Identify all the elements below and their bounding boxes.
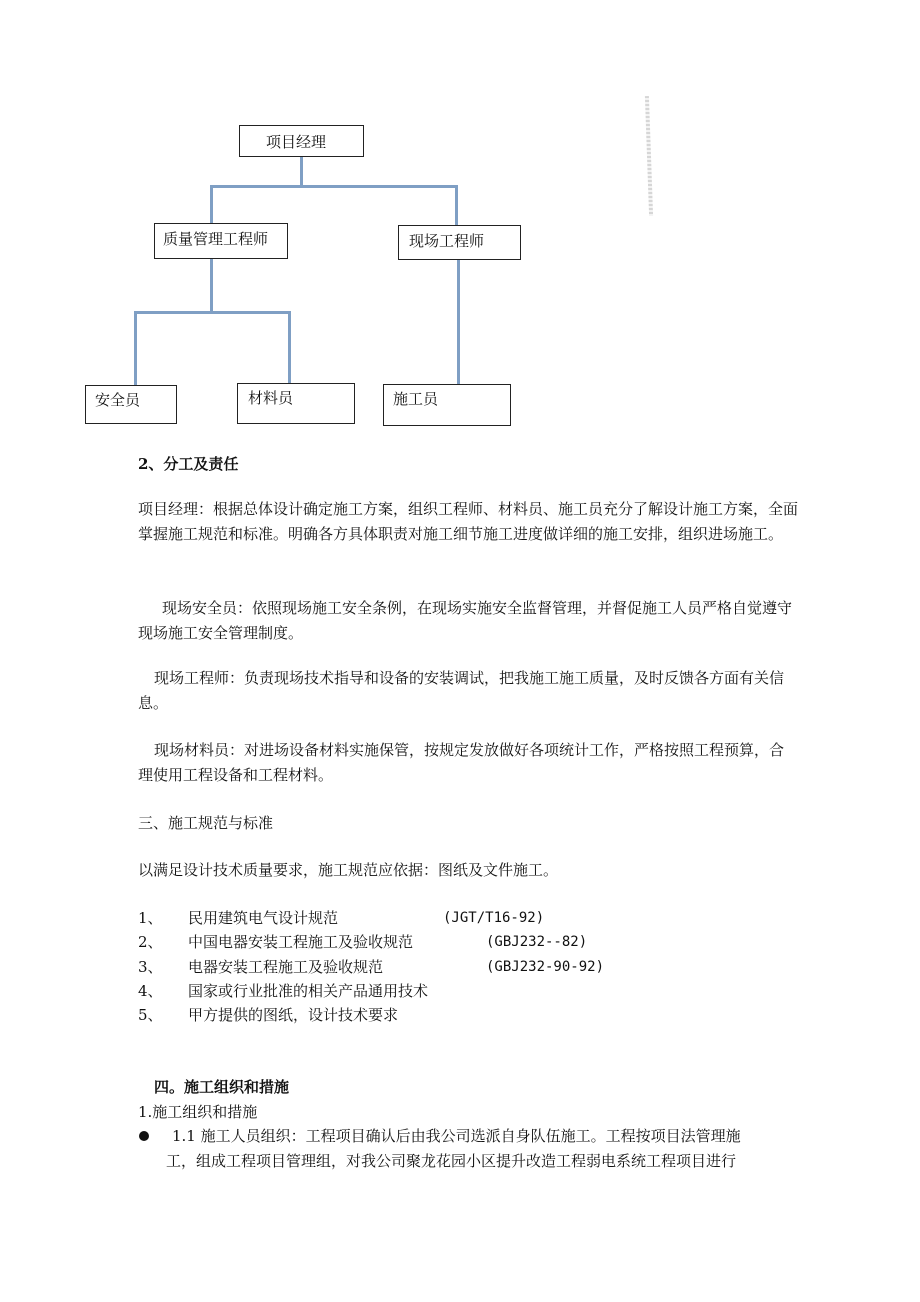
connector-to-quality (210, 185, 213, 225)
list-item-number: 5、 (138, 1006, 163, 1024)
connector-to-safety (134, 311, 137, 387)
org-box-manager (239, 125, 364, 157)
list-item-number: 1、 (138, 909, 163, 927)
connector-bottom-horizontal (134, 311, 291, 314)
connector-to-materials (288, 311, 291, 383)
org-box-construction-worker (383, 384, 511, 426)
section2-paragraph-manager: 项目经理：根据总体设计确定施工方案，组织工程师、材料员、施工员充分了解设计施工方案，全面掌握施工规范和标准。明确各方具体职责对施工细节施工进度做详细的施工安排，组织进场施工。 (138, 500, 799, 543)
list-item-code: (GBJ232-90-92) (486, 959, 605, 975)
org-label-manager: 项目经理 (266, 133, 327, 151)
org-box-safety-officer (85, 385, 177, 424)
list-item-text: 电器安装工程施工及验收规范 (188, 958, 384, 976)
bullet-icon (139, 1131, 149, 1141)
connector-top-horizontal (210, 185, 458, 188)
list-item-text: 甲方提供的图纸，设计技术要求 (188, 1006, 399, 1024)
org-label-materials-officer: 材料员 (248, 389, 294, 407)
section3-intro: 以满足设计技术质量要求，施工规范应依据：图纸及文件施工。 (138, 861, 559, 879)
org-label-safety-officer: 安全员 (95, 391, 141, 409)
section2-paragraph-site-engineer: 现场工程师：负责现场技术指导和设备的安装调试，把我施工施工质量，及时反馈各方面有关信息。 (138, 669, 785, 712)
section2-paragraph-safety: 现场安全员：依照现场施工安全条例，在现场实施安全监督管理，并督促施工人员严格自觉遵守现场施工安全管理制度。 (138, 599, 793, 642)
org-box-quality-engineer (154, 223, 288, 259)
org-label-site-engineer: 现场工程师 (409, 232, 485, 250)
org-box-site-engineer (398, 225, 521, 260)
list-item-number: 4、 (138, 982, 163, 1000)
section4-subheading: 1.施工组织和措施 (138, 1103, 258, 1121)
section4-bullet-line2: 工，组成工程项目管理组，对我公司聚龙花园小区提升改造工程弱电系统工程项目进行 (166, 1152, 737, 1170)
org-label-quality-engineer: 质量管理工程师 (163, 230, 269, 248)
list-item-code: (GBJ232--82) (486, 934, 588, 950)
list-item-number: 2、 (138, 933, 163, 951)
org-box-materials-officer (237, 383, 355, 424)
list-item-text: 中国电器安装工程施工及验收规范 (188, 933, 414, 951)
section4-bullet-line1: 1.1 施工人员组织：工程项目确认后由我公司选派自身队伍施工。工程按项目法管理施 (172, 1127, 741, 1145)
section2-paragraph-materials: 现场材料员：对进场设备材料实施保管，按规定发放做好各项统计工作，严格按照工程预算，合理使用工程设备和工程材料。 (138, 741, 785, 784)
list-item-code: (JGT/T16-92) (443, 910, 545, 926)
section2-heading: 2、分工及责任 (138, 455, 239, 473)
section4-heading: 四。施工组织和措施 (154, 1078, 290, 1096)
org-label-construction-worker: 施工员 (393, 390, 439, 408)
connector-to-site (455, 185, 458, 225)
connector-manager-down (300, 156, 303, 186)
connector-quality-down (210, 258, 213, 313)
list-item-text: 国家或行业批准的相关产品通用技术 (188, 982, 429, 1000)
section3-heading: 三、施工规范与标准 (138, 814, 274, 832)
connector-site-to-worker (457, 259, 460, 385)
list-item-text: 民用建筑电气设计规范 (188, 909, 339, 927)
scan-artifact-line (645, 96, 653, 216)
list-item-number: 3、 (138, 958, 163, 976)
